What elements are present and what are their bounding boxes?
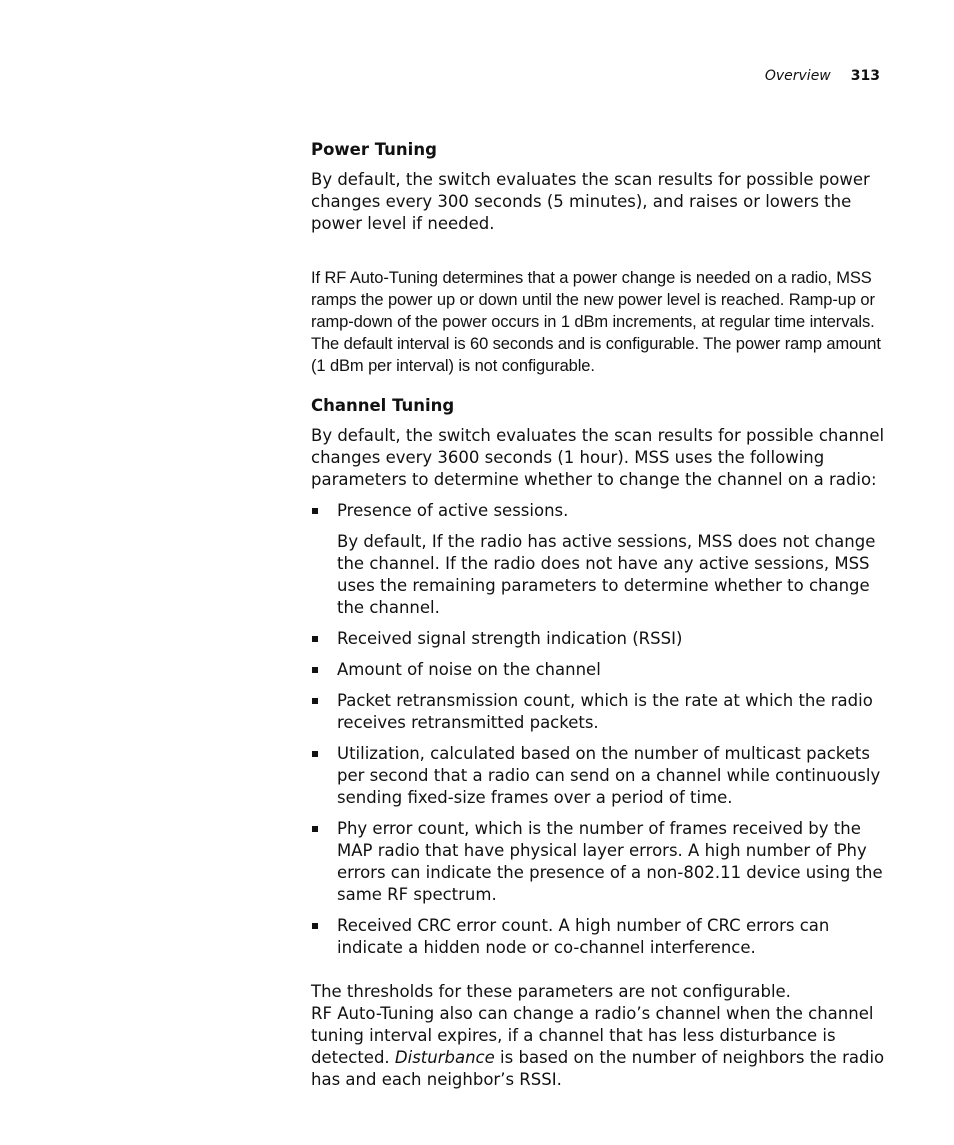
power-tuning-paragraph-2: If RF Auto-Tuning determines that a power change is needed on a radio, MSS ramps the power up or down until the new power level is reached. Ramp-up or ramp-down of the power occurs in 1 dBm increments, at regular time intervals. The default interval is 60 seconds and is configurable. The power ramp amount (1 dBm per interval) is not configurable. xyxy=(311,269,881,375)
list-item-text: Utilization, calculated based on the number of multicast packets per second that a radio can send on a channel while continuously sending fixed-size frames over a period of time. xyxy=(337,744,881,807)
list-item-text: Amount of noise on the channel xyxy=(337,660,601,679)
section-heading-channel-tuning: Channel Tuning xyxy=(311,396,455,415)
power-tuning-paragraph-1: By default, the switch evaluates the scan results for possible power changes every 300 seconds (5 minutes), and raises or lowers the power level if needed. xyxy=(311,170,870,233)
page-body xyxy=(311,139,899,1091)
list-item xyxy=(311,818,899,906)
running-title: Overview xyxy=(764,68,831,84)
list-item xyxy=(311,743,899,809)
square-bullet-icon xyxy=(312,508,318,514)
square-bullet-icon xyxy=(312,826,318,832)
list-item xyxy=(311,659,899,681)
list-item-text: Presence of active sessions. xyxy=(337,501,569,520)
closing-line-1: The thresholds for these parameters are not configurable. xyxy=(311,982,791,1001)
list-item-text: Received signal strength indication (RSSI) xyxy=(337,629,683,648)
list-item xyxy=(311,500,899,619)
list-item xyxy=(311,628,899,650)
list-item xyxy=(311,915,899,959)
closing-line-2: RF Auto-Tuning also can change a radio’s channel when the channel tuning interval expires, if a channel that has less disturbance is detected. xyxy=(311,1004,874,1067)
channel-tuning-intro: By default, the switch evaluates the scan results for possible channel changes every 3600 seconds (1 hour). MSS uses the following parameters to determine whether to change the channel on a radio: xyxy=(311,426,885,489)
channel-parameter-list xyxy=(311,500,899,959)
list-item-text: Phy error count, which is the number of frames received by the MAP radio that have physical layer errors. A high number of Phy errors can indicate the presence of a non-802.11 device using the same RF spectrum. xyxy=(337,819,883,904)
list-item xyxy=(311,690,899,734)
closing-paragraph xyxy=(311,981,899,1091)
running-header xyxy=(765,66,880,86)
list-item-text: Packet retransmission count, which is the rate at which the radio receives retransmitted packets. xyxy=(337,691,873,732)
square-bullet-icon xyxy=(312,636,318,642)
list-item-text: Received CRC error count. A high number of CRC errors can indicate a hidden node or co-channel interference. xyxy=(337,916,830,957)
section-heading-power-tuning: Power Tuning xyxy=(311,140,437,159)
list-item-detail: By default, If the radio has active sessions, MSS does not change the channel. If the radio does not have any active sessions, MSS uses the remaining parameters to determine whether to change the channel. xyxy=(337,532,876,617)
disturbance-term: Disturbance xyxy=(394,1048,495,1067)
page-number: 313 xyxy=(850,68,880,84)
closing-line-3: is based on the number of neighbors the radio has and each neighbor’s RSSI. xyxy=(311,1048,885,1089)
square-bullet-icon xyxy=(312,698,318,704)
square-bullet-icon xyxy=(312,667,318,673)
square-bullet-icon xyxy=(312,751,318,757)
square-bullet-icon xyxy=(312,923,318,929)
